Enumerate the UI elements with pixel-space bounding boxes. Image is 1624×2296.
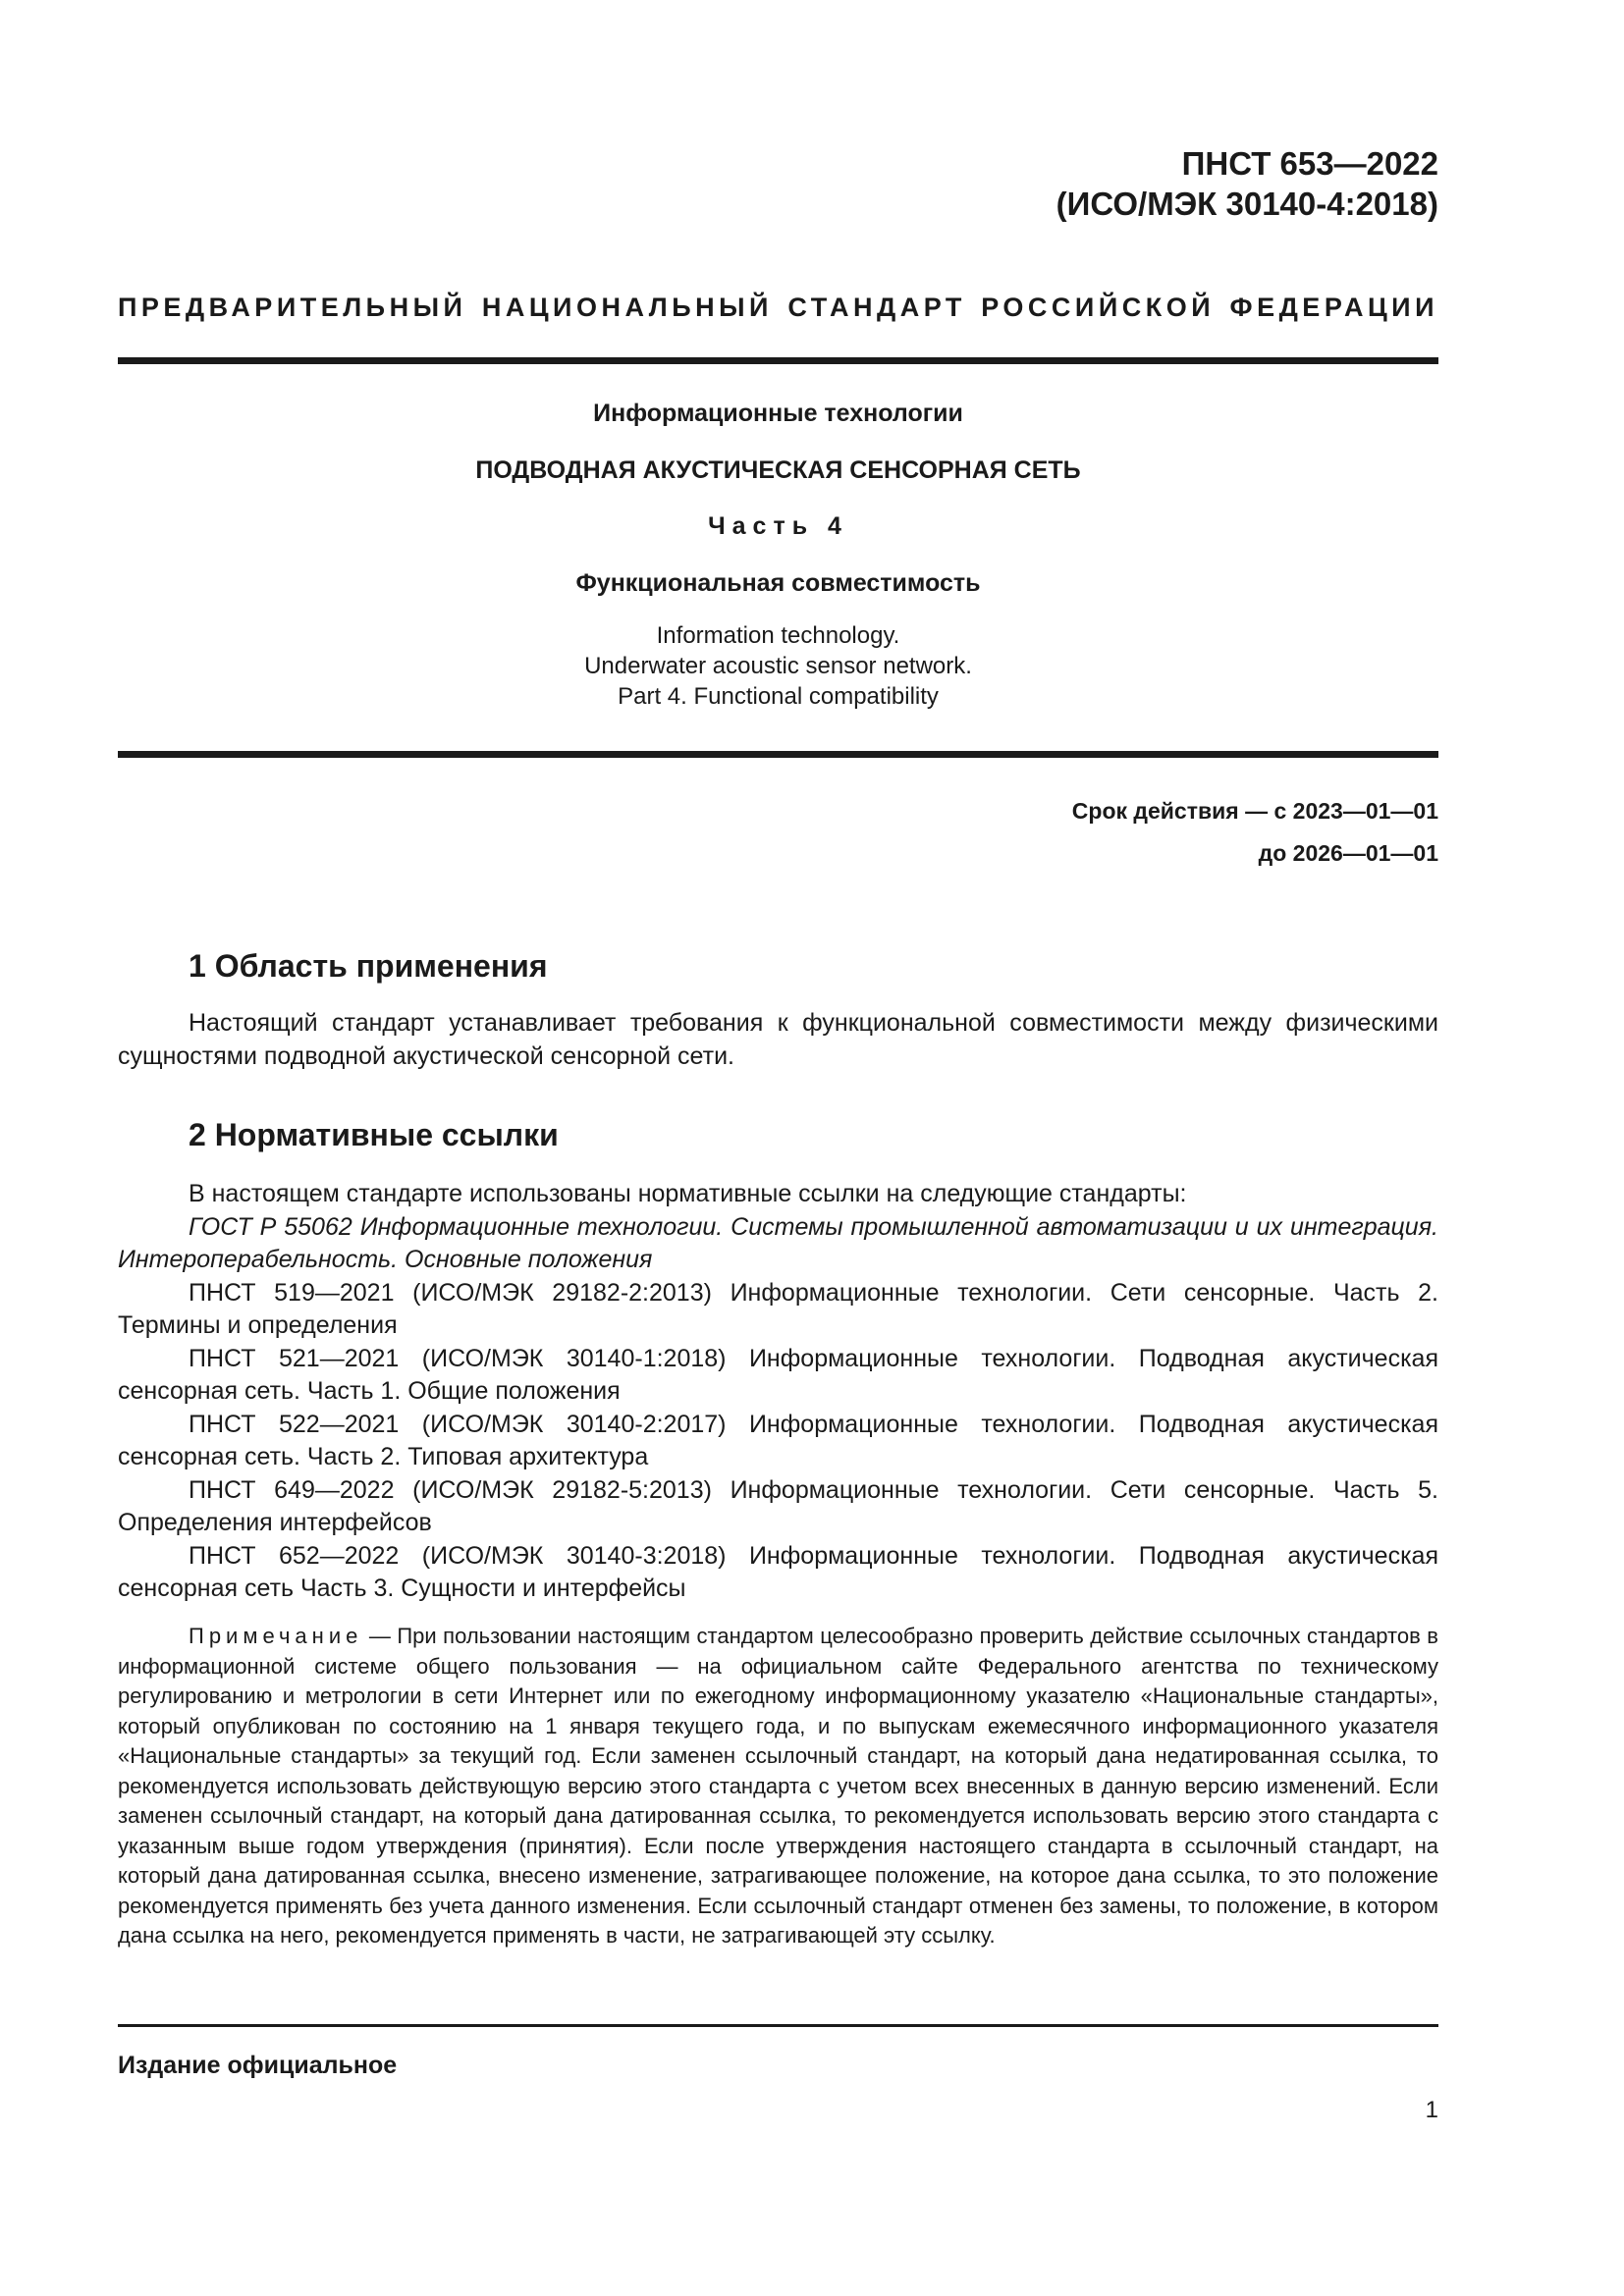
section-1-body (118, 1007, 1438, 1073)
designation-iso: (ИСО/МЭК 30140-4:2018) (1056, 186, 1438, 222)
section-1-text: Настоящий стандарт устанавливает требования к функциональной совместимости между физическими сущностями подводной акустической сенсорной сети. (118, 1009, 1438, 1070)
note (118, 1622, 1438, 1951)
note-text: — При пользовании настоящим стандартом целесообразно проверить действие ссылочных стандартов в информационной системе общего пользования — на официальном сайте Федерального агентства по техническому регулированию и метрологии в сети Интернет или по ежегодному информационному указателю «Национальные стандарты», который опубликован по состоянию на 1 января текущего года, и по выпускам ежемесячного информационного указателя «Национальные стандарты» за текущий год. Если заменен ссылочный стандарт, на который дана недатированная ссылка, то рекомендуется использовать действующую версию этого стандарта с учетом всех внесенных в данную версию изменений. Если заменен ссылочный стандарт, на который дана датированная ссылка, то рекомендуется использовать версию этого стандарта с указанным выше годом утверждения (принятия). Если после утверждения настоящего стандарта в ссылочный стандарт, на который дана датированная ссылка, внесено изменение, затрагивающее положение, на которое дана ссылка, то это положение рекомендуется применять без учета данного изменения. Если ссылочный стандарт отменен без замены, то положение, в котором дана ссылка на него, рекомендуется применять в части, не затрагивающей эту ссылку. (118, 1624, 1438, 1948)
supertitle: ПРЕДВАРИТЕЛЬНЫЙ НАЦИОНАЛЬНЫЙ СТАНДАРТ РОССИЙСКОЙ ФЕДЕРАЦИИ (118, 293, 1438, 322)
title-rule (118, 751, 1438, 758)
english-title-line-3: Part 4. Functional compatibility (618, 683, 939, 710)
note-label: Примечание (189, 1624, 363, 1648)
page-number: 1 (1425, 2097, 1438, 2123)
official-edition: Издание официальное (118, 2052, 398, 2079)
english-title-line-2: Underwater acoustic sensor network. (584, 653, 972, 679)
section-2-heading: 2 Нормативные ссылки (189, 1117, 559, 1152)
section-1-heading: 1 Область применения (189, 948, 548, 984)
title-line-1: Информационные технологии (593, 400, 963, 427)
reference-item: ПНСТ 521—2021 (ИСО/МЭК 30140-1:2018) Информационные технологии. Подводная акустическая сенсорная сеть. Часть 1. Общие положения (118, 1344, 1438, 1405)
section-2-intro: В настоящем стандарте использованы нормативные ссылки на следующие стандарты: (189, 1180, 1187, 1207)
header-rule (118, 357, 1438, 364)
standard-designation (1056, 143, 1438, 224)
english-title (118, 620, 1438, 712)
reference-item: ПНСТ 649—2022 (ИСО/МЭК 29182-5:2013) Информационные технологии. Сети сенсорные. Часть 5. Определения интерфейсов (118, 1475, 1438, 1536)
title-part: Часть 4 (708, 512, 848, 540)
section-2-body (118, 1178, 1438, 1606)
reference-item: ГОСТ Р 55062 Информационные технологии. Системы промышленной автоматизации и их интеграция. Интероперабельность. Основные положения (118, 1212, 1438, 1273)
title-line-4: Функциональная совместимость (575, 569, 981, 597)
validity-from: Срок действия — с 2023—01—01 (1071, 798, 1438, 824)
validity-period (1072, 790, 1438, 875)
english-title-line-1: Information technology. (656, 622, 900, 649)
reference-item: ПНСТ 519—2021 (ИСО/МЭК 29182-2:2013) Информационные технологии. Сети сенсорные. Часть 2. Термины и определения (118, 1278, 1438, 1339)
title-line-2: ПОДВОДНАЯ АКУСТИЧЕСКАЯ СЕНСОРНАЯ СЕТЬ (475, 456, 1081, 484)
document-page (118, 0, 1438, 2296)
designation-number: ПНСТ 653—2022 (1181, 145, 1438, 182)
validity-to: до 2026—01—01 (1258, 840, 1438, 866)
reference-item: ПНСТ 652—2022 (ИСО/МЭК 30140-3:2018) Информационные технологии. Подводная акустическая сенсорная сеть Часть 3. Сущности и интерфейсы (118, 1541, 1438, 1602)
reference-item: ПНСТ 522—2021 (ИСО/МЭК 30140-2:2017) Информационные технологии. Подводная акустическая сенсорная сеть. Часть 2. Типовая архитектура (118, 1410, 1438, 1470)
footer-rule (118, 2024, 1438, 2027)
